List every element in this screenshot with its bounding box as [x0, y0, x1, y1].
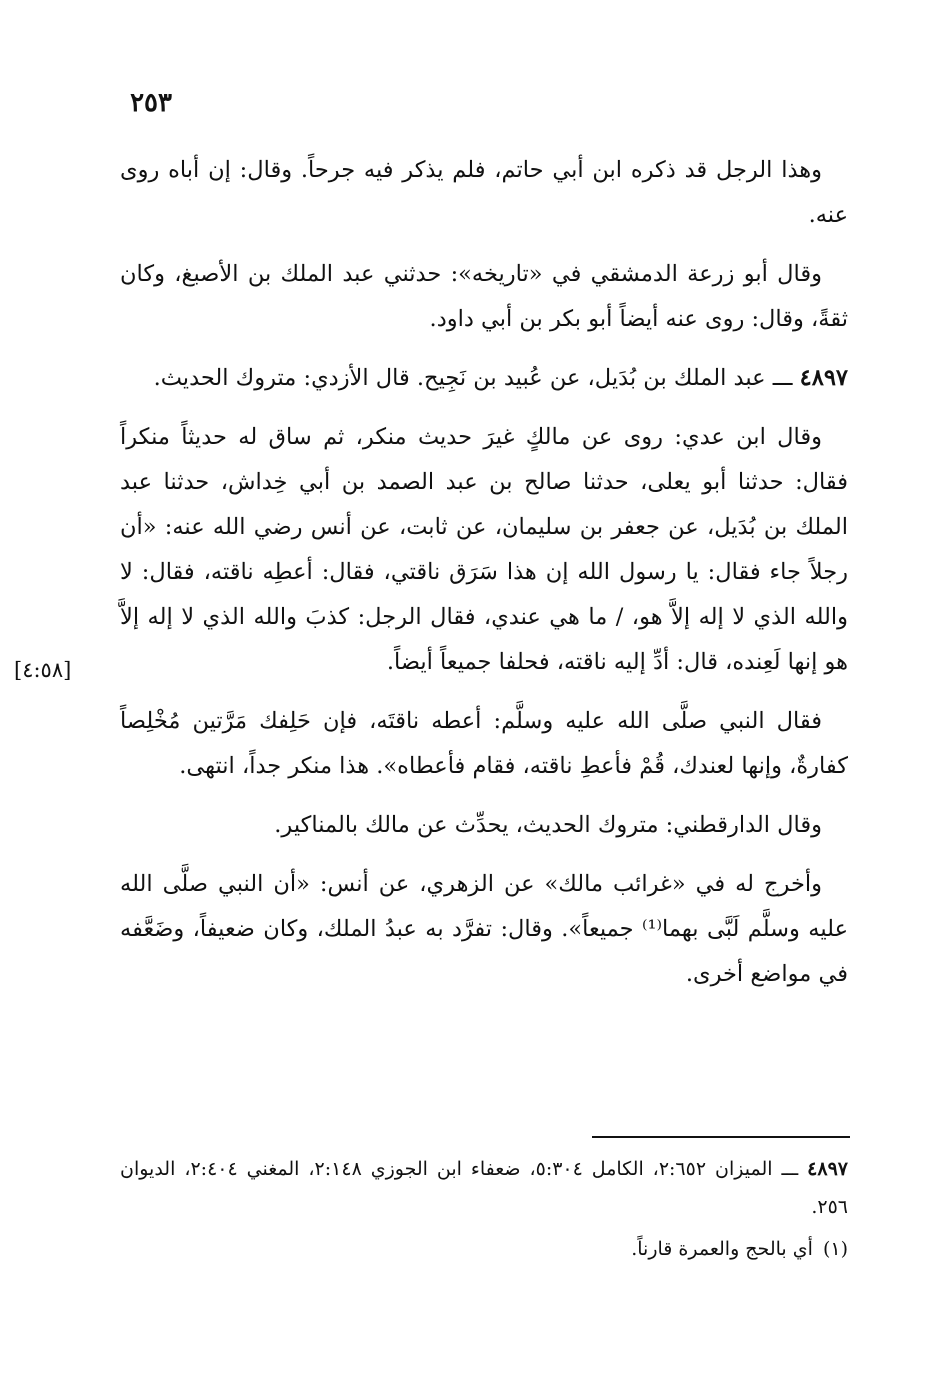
entry-dash: ـــ	[772, 365, 793, 391]
footnote-divider	[592, 1136, 850, 1138]
entry-heading	[120, 356, 848, 401]
main-text	[120, 148, 848, 1011]
footnote-1-marker: (١)	[822, 1238, 848, 1260]
paragraph-4: فقال النبي صلَّى الله عليه وسلَّم: أعطه ناقتَه، فإن حَلِفك مَرَّتين مُخْلِصاً كفارةٌ، وإنها لعندك، قُمْ فأعطِ ناقته، فقام فأعطاه». هذا منكر جداً، انتهى.	[120, 708, 848, 779]
footnote-1	[120, 1230, 848, 1268]
footnote-1-text: أي بالحج والعمرة قارناً.	[631, 1238, 813, 1260]
footnote-entry-dash: ـــ	[781, 1158, 799, 1180]
entry-text: عبد الملك بن بُدَيل، عن عُبيد بن نَجِيح. قال الأزدي: متروك الحديث.	[153, 365, 766, 391]
paragraph-2: وقال أبو زرعة الدمشقي في «تاريخه»: حدثني عبد الملك بن الأصبغ، وكان ثقةً، وقال: روى عنه أيضاً أبو بكر بن أبي داود.	[120, 261, 848, 332]
entry-number: ٤٨٩٧	[799, 365, 848, 391]
paragraph-3: وقال ابن عدي: روى عن مالكٍ غيرَ حديث منكر، ثم ساق له حديثاً منكراً فقال: حدثنا أبو يعلى، حدثنا صالح بن عبد الصمد بن أبي خِداش، حدثنا عبد الملك بن بُدَيل، عن جعفر بن سليمان، عن ثابت، عن أنس رضي الله عنه: «أن رجلاً جاء فقال: يا رسول الله إن هذا سَرَق ناقتي، فقال: أعطِه ناقته، فقال: لا والله الذي لا إله إلاَّ هو، / ما هي عندي، فقال الرجل: كذبَ والله الذي لا إله إلاَّ هو إنها لَعِنده، قال: أدِّ إليه ناقته، فحلفا جميعاً أيضاً.	[120, 424, 848, 675]
footnote-entry-number: ٤٨٩٧	[807, 1158, 848, 1180]
footnotes	[120, 1150, 848, 1272]
footnote-sources	[120, 1150, 848, 1226]
paragraph-5: وقال الدارقطني: متروك الحديث، يحدِّث عن مالك بالمناكير.	[274, 812, 822, 838]
page-number: ٢٥٣	[130, 88, 172, 118]
paragraph-1: وهذا الرجل قد ذكره ابن أبي حاتم، فلم يذكر فيه جرحاً. وقال: إن أباه روى عنه.	[120, 157, 848, 228]
margin-volume-reference: [٤:٥٨]	[14, 658, 72, 682]
footnote-sources-text: الميزان ٢:٦٥٢، الكامل ٥:٣٠٤، ضعفاء ابن الجوزي ٢:١٤٨، المغني ٢:٤٠٤، الديوان ٢٥٦.	[120, 1158, 848, 1218]
paragraph-6: وأخرج له في «غرائب مالك» عن الزهري، عن أنس: «أن النبي صلَّى الله عليه وسلَّم لَبَّى بهما⁽¹⁾ جميعاً». وقال: تفرَّد به عبدُ الملك، وكان ضعيفاً، وضَعَّفه في مواضع أخرى.	[120, 871, 848, 987]
